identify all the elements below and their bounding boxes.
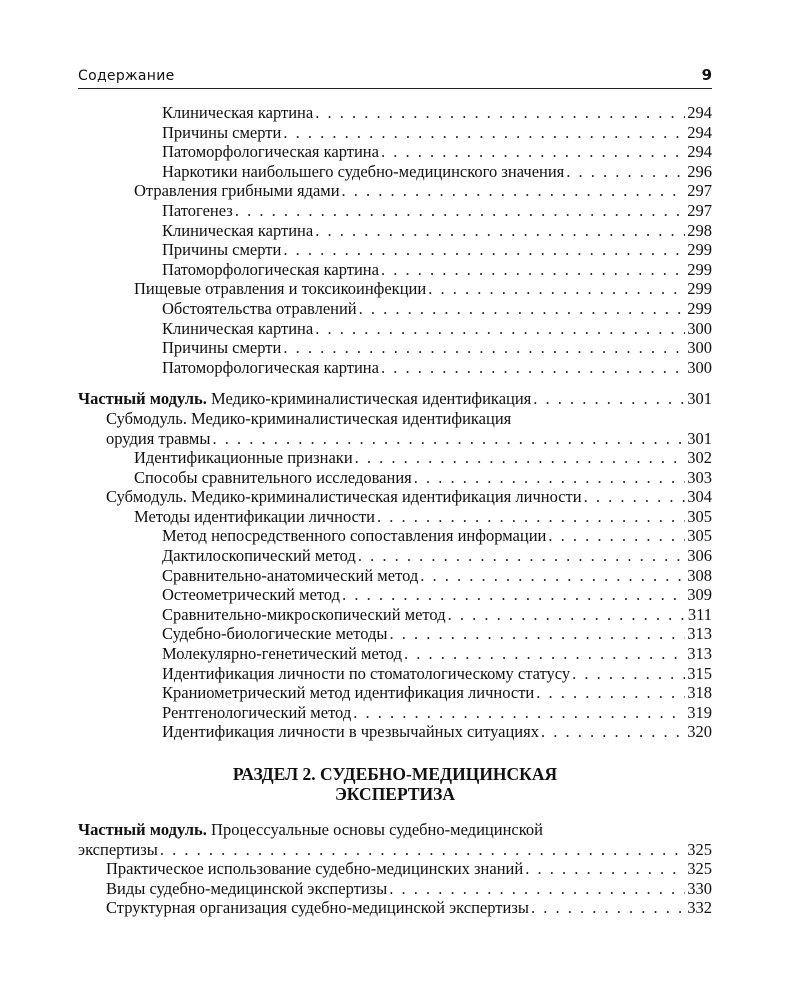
toc-entry[interactable]: Способы сравнительного исследования . . . 303 [78,468,712,488]
toc-entry[interactable]: Наркотики наибольшего судебно-медицинского значения . . . 296 [78,162,712,182]
toc-entry[interactable]: Обстоятельства отравлений . . . 299 [78,299,712,319]
toc-entry[interactable]: Патогенез . . . 297 [78,201,712,221]
toc-entry[interactable]: Отравления грибными ядами . . . 297 [78,181,712,201]
toc-entry[interactable]: Структурная организация судебно-медицинской экспертизы . . . 332 [78,898,712,918]
toc-entry[interactable]: Патоморфологическая картина . . . 294 [78,142,712,162]
toc-entry[interactable]: Практическое использование судебно-медицинских знаний . . . 325 [78,859,712,879]
table-of-contents [78,103,712,918]
page-number: 9 [701,66,712,84]
toc-module-entry[interactable]: Частный модуль. Медико-криминалистическая идентификация . . . 301 [78,389,712,409]
toc-entry[interactable]: Клиническая картина . . . 300 [78,319,712,339]
toc-entry[interactable]: Клиническая картина . . . 294 [78,103,712,123]
section-heading [78,764,712,804]
toc-entry[interactable]: Причины смерти . . . 294 [78,123,712,143]
toc-entry[interactable]: Клиническая картина . . . 298 [78,221,712,241]
toc-group-identification [78,389,712,742]
toc-entry[interactable]: Сравнительно-микроскопический метод . . . 311 [78,605,712,625]
section-heading-line1: РАЗДЕЛ 2. СУДЕБНО-МЕДИЦИНСКАЯ [232,764,558,784]
running-header [78,64,712,89]
toc-entry[interactable]: Патоморфологическая картина . . . 299 [78,260,712,280]
toc-entry[interactable]: Молекулярно-генетический метод . . . 313 [78,644,712,664]
toc-entry[interactable]: Методы идентификации личности . . . 305 [78,507,712,527]
toc-entry-line[interactable]: Субмодуль. Медико-криминалистическая идентификация [106,408,512,428]
toc-entry[interactable]: Остеометрический метод . . . 309 [78,585,712,605]
toc-entry[interactable]: Пищевые отравления и токсикоинфекции . . . 299 [78,279,712,299]
toc-entry[interactable]: Патоморфологическая картина . . . 300 [78,358,712,378]
toc-entry[interactable]: орудия травмы . . . 301 [78,429,712,449]
toc-entry[interactable]: Краниометрический метод идентификация личности . . . 318 [78,683,712,703]
toc-entry[interactable]: Виды судебно-медицинской экспертизы . . . 330 [78,879,712,899]
toc-entry[interactable]: Сравнительно-анатомический метод . . . 308 [78,566,712,586]
toc-group-poisonings [78,103,712,377]
document-page [78,64,712,918]
header-title: Содержание [78,68,175,84]
toc-entry[interactable]: Идентификационные признаки . . . 302 [78,448,712,468]
module-label: Частный модуль. [78,389,207,409]
toc-module-entry-line[interactable]: Частный модуль. Процессуальные основы судебно-медицинской [78,820,543,839]
toc-entry[interactable]: Идентификация личности по стоматологическому статусу . . . 315 [78,664,712,684]
toc-entry[interactable]: Идентификация личности в чрезвычайных ситуациях . . . 320 [78,722,712,742]
toc-entry[interactable]: Судебно-биологические методы . . . 313 [78,624,712,644]
toc-entry[interactable]: Причины смерти . . . 299 [78,240,712,260]
toc-group-expertise [78,820,712,918]
toc-entry[interactable]: Метод непосредственного сопоставления информации . . . 305 [78,526,712,546]
toc-entry[interactable]: Причины смерти . . . 300 [78,338,712,358]
toc-entry[interactable]: экспертизы . . . 325 [78,840,712,860]
toc-entry[interactable]: Дактилоскопический метод . . . 306 [78,546,712,566]
module-label: Частный модуль. [78,820,207,839]
toc-entry[interactable]: Рентгенологический метод . . . 319 [78,703,712,723]
toc-entry[interactable]: Субмодуль. Медико-криминалистическая идентификация личности . . . 304 [78,487,712,507]
section-heading-line2: ЭКСПЕРТИЗА [334,784,456,804]
